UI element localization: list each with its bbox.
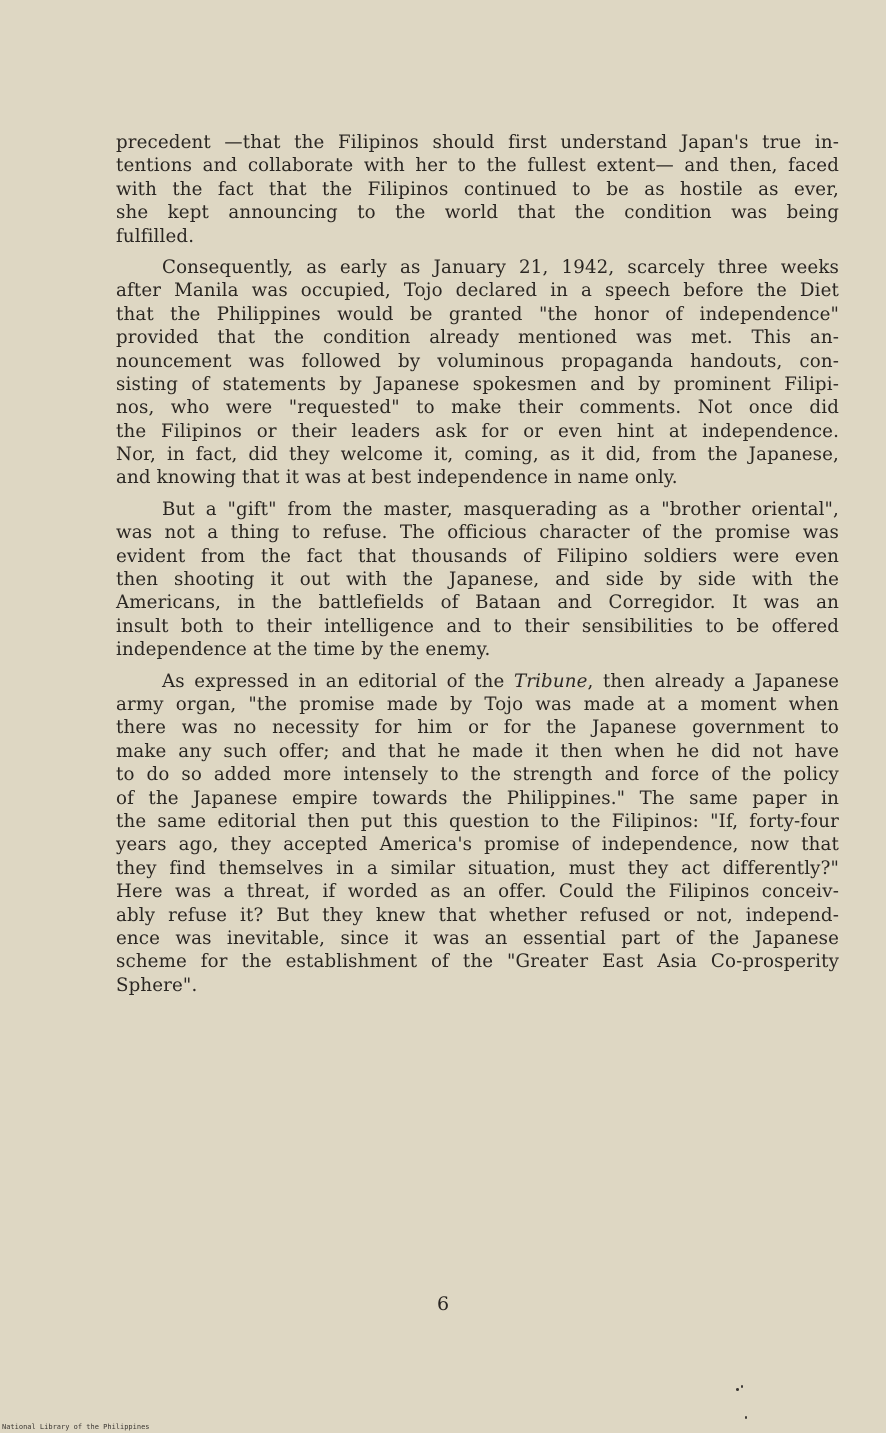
paragraph	[116, 670, 839, 997]
text-line: Nor, in fact, did they welcome it, coming, as it did, from the Japanese,	[116, 444, 839, 466]
text-line: army organ, "the promise made by Tojo was made at a moment when	[116, 693, 839, 715]
paragraph	[116, 131, 839, 248]
text-line: Sphere".	[116, 974, 198, 996]
text-line: was not a thing to refuse. The officious character of the promise was	[116, 522, 839, 544]
text-line: there was no necessity for him or for the Japanese government to	[116, 717, 839, 739]
text-line: they find themselves in a similar situation, must they act differently?"	[116, 857, 839, 879]
text-line: But a "gift" from the master, masquerading as a "brother oriental",	[162, 498, 839, 520]
text-line: after Manila was occupied, Tojo declared in a speech before the Diet	[116, 280, 839, 302]
ink-speck	[741, 1385, 743, 1388]
text-line: nouncement was followed by voluminous propaganda handouts, con-	[116, 350, 839, 372]
text-line: provided that the condition already mentioned was met. This an-	[116, 327, 839, 349]
text-line: then shooting it out with the Japanese, and side by side with the	[116, 569, 839, 591]
text-line: ably refuse it? But they knew that whether refused or not, independ-	[116, 904, 839, 926]
text-line: of the Japanese empire towards the Philippines." The same paper in	[116, 787, 839, 809]
text-line: insult both to their intelligence and to their sensibilities to be offered	[116, 615, 839, 637]
text-line: evident from the fact that thousands of Filipino soldiers were even	[116, 545, 839, 567]
paragraph-gap	[116, 248, 839, 256]
ink-speck	[736, 1388, 739, 1391]
text-line: the same editorial then put this question to the Filipinos: "If, forty-four	[116, 810, 839, 832]
text-line: As expressed in an editorial of the Tribune, then already a Japanese	[162, 670, 839, 692]
text-line: independence at the time by the enemy.	[116, 639, 491, 661]
text-line: with the fact that the Filipinos continued to be as hostile as ever,	[116, 178, 839, 200]
paragraph	[116, 256, 839, 490]
text-line: sisting of statements by Japanese spokesmen and by prominent Filipi-	[116, 373, 839, 395]
footer-credit: National Library of the Philippines	[2, 1423, 150, 1431]
text-line: Americans, in the battlefields of Bataan and Corregidor. It was an	[116, 592, 839, 614]
text-line: make any such offer; and that he made it then when he did not have	[116, 740, 839, 762]
text-line: the Filipinos or their leaders ask for or even hint at independence.	[116, 420, 839, 442]
text-line: precedent —that the Filipinos should first understand Japan's true in-	[116, 132, 839, 153]
text-line: Consequently, as early as January 21, 1942, scarcely three weeks	[162, 256, 839, 278]
page-number: 6	[436, 1293, 450, 1315]
text-line: fulfilled.	[116, 225, 195, 247]
text-line: scheme for the establishment of the "Greater East Asia Co-prosperity	[116, 951, 839, 973]
newspaper-title: Tribune	[513, 670, 588, 692]
text-line: she kept announcing to the world that the condition was being	[116, 202, 839, 224]
text-line: tentions and collaborate with her to the fullest extent— and then, faced	[116, 155, 839, 177]
paragraph-gap	[116, 490, 839, 498]
text-line: nos, who were "requested" to make their comments. Not once did	[116, 397, 839, 419]
text-line: and knowing that it was at best independence in name only.	[116, 467, 678, 489]
text-line: to do so added more intensely to the strength and force of the policy	[116, 764, 839, 786]
text-line: ence was inevitable, since it was an essential part of the Japanese	[116, 927, 839, 949]
paragraph-gap	[116, 662, 839, 670]
body-text	[116, 131, 839, 997]
paragraph	[116, 498, 839, 662]
text-line: years ago, they accepted America's promise of independence, now that	[116, 834, 839, 856]
text-line: that the Philippines would be granted "the honor of independence"	[116, 303, 839, 325]
text-line: Here was a threat, if worded as an offer. Could the Filipinos conceiv-	[116, 881, 839, 903]
ink-speck	[745, 1416, 747, 1419]
